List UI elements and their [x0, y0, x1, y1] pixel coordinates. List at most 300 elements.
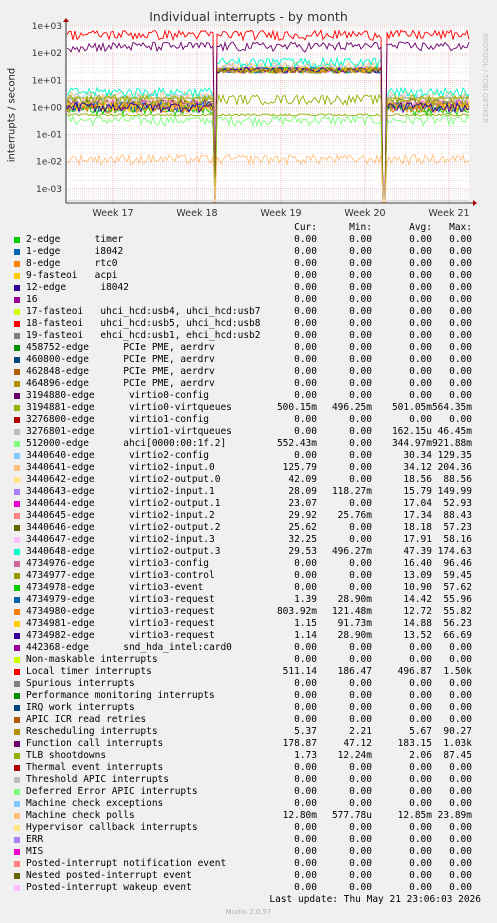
legend-swatch	[14, 777, 20, 783]
legend-avg-value: 17.91	[403, 534, 432, 545]
legend-swatch	[14, 825, 20, 831]
legend-series-name: ERR	[26, 834, 44, 845]
legend-swatch	[14, 345, 20, 351]
legend-avg-value: 0.00	[409, 234, 432, 245]
legend-max-value: 23.89m	[437, 810, 472, 821]
legend-row	[0, 762, 497, 774]
legend-avg-value: 0.00	[409, 798, 432, 809]
legend-series-name: 1-edge i8042	[26, 246, 124, 257]
legend-min-value: 0.00	[349, 774, 372, 785]
legend-series-name: 18-fasteoi uhci_hcd:usb5, uhci_hcd:usb8	[26, 318, 261, 329]
legend-swatch	[14, 393, 20, 399]
legend-series-name: Deferred Error APIC interrupts	[26, 786, 198, 797]
legend-max-value: 0.00	[449, 642, 472, 653]
legend-series-name: 442368-edge snd_hda_intel:card0	[26, 642, 232, 653]
legend-min-value: 0.00	[349, 246, 372, 257]
legend-avg-value: 0.00	[409, 306, 432, 317]
legend-series-name: IRQ work interrupts	[26, 702, 135, 713]
legend-avg-value: 0.00	[409, 690, 432, 701]
legend-cur-value: 25.62	[288, 522, 317, 533]
legend-max-value: 87.45	[443, 750, 472, 761]
legend-avg-value: 344.97m	[391, 438, 432, 449]
legend-avg-value: 0.00	[409, 678, 432, 689]
legend-avg-value: 30.34	[403, 450, 432, 461]
legend-series-name: Thermal event interrupts	[26, 762, 164, 773]
legend-avg-value: 5.67	[409, 726, 432, 737]
legend-avg-value: 0.00	[409, 294, 432, 305]
legend-max-value: 57.62	[443, 582, 472, 593]
legend-swatch	[14, 417, 20, 423]
legend-avg-value: 0.00	[409, 762, 432, 773]
legend-cur-value: 29.92	[288, 510, 317, 521]
legend-cur-value: 0.00	[294, 246, 317, 257]
legend-swatch	[14, 429, 20, 435]
legend-series-name: 460800-edge PCIe PME, aerdrv	[26, 354, 215, 365]
legend-cur-value: 0.00	[294, 834, 317, 845]
legend-max-value: 56.23	[443, 618, 472, 629]
legend-max-value: 0.00	[449, 378, 472, 389]
legend-series-name: 3440645-edge virtio2-input.2	[26, 510, 215, 521]
legend-min-value: 0.00	[349, 390, 372, 401]
legend-min-value: 0.00	[349, 258, 372, 269]
legend-cur-value: 32.25	[288, 534, 317, 545]
legend	[0, 234, 497, 894]
legend-cur-value: 0.00	[294, 870, 317, 881]
legend-cur-value: 0.00	[294, 354, 317, 365]
y-axis-arrow	[63, 18, 69, 22]
legend-min-value: 0.00	[349, 294, 372, 305]
legend-row	[0, 810, 497, 822]
legend-avg-value: 34.12	[403, 462, 432, 473]
legend-swatch	[14, 705, 20, 711]
legend-avg-value: 0.00	[409, 342, 432, 353]
legend-avg-value: 0.00	[409, 774, 432, 785]
legend-min-value: 0.00	[349, 438, 372, 449]
legend-min-value: 0.00	[349, 498, 372, 509]
legend-max-value: 46.45m	[437, 426, 472, 437]
legend-series-name: Machine check polls	[26, 810, 135, 821]
legend-min-value: 0.00	[349, 870, 372, 881]
legend-min-value: 0.00	[349, 414, 372, 425]
legend-row	[0, 246, 497, 258]
legend-swatch	[14, 333, 20, 339]
legend-cur-value: 1.73	[294, 750, 317, 761]
legend-series-name: Posted-interrupt wakeup event	[26, 882, 192, 893]
legend-max-value: 59.45	[443, 570, 472, 581]
legend-min-value: 0.00	[349, 822, 372, 833]
legend-avg-value: 0.00	[409, 834, 432, 845]
legend-cur-value: 552.43m	[276, 438, 317, 449]
legend-cur-value: 0.00	[294, 774, 317, 785]
legend-avg-value: 0.00	[409, 318, 432, 329]
legend-min-value: 91.73m	[337, 618, 372, 629]
y-tick-label: 1e+03	[31, 22, 62, 32]
legend-min-value: 0.00	[349, 654, 372, 665]
legend-avg-value: 0.00	[409, 282, 432, 293]
legend-cur-value: 42.09	[288, 474, 317, 485]
legend-swatch	[14, 609, 20, 615]
legend-swatch	[14, 489, 20, 495]
legend-min-value: 0.00	[349, 834, 372, 845]
legend-swatch	[14, 849, 20, 855]
legend-avg-value: 0.00	[409, 378, 432, 389]
legend-min-value: 0.00	[349, 234, 372, 245]
legend-max-value: 204.36	[437, 462, 472, 473]
legend-swatch	[14, 453, 20, 459]
legend-row	[0, 354, 497, 366]
legend-row	[0, 846, 497, 858]
legend-avg-value: 0.00	[409, 846, 432, 857]
x-axis-arrow	[473, 200, 477, 206]
legend-max-value: 0.00	[449, 654, 472, 665]
legend-min-value: 0.00	[349, 522, 372, 533]
legend-max-value: 0.00	[449, 294, 472, 305]
legend-cur-value: 1.14	[294, 630, 317, 641]
legend-row	[0, 450, 497, 462]
legend-row	[0, 594, 497, 606]
legend-series-name: Non-maskable interrupts	[26, 654, 158, 665]
legend-row	[0, 774, 497, 786]
legend-row	[0, 882, 497, 894]
legend-swatch	[14, 465, 20, 471]
legend-min-value: 0.00	[349, 558, 372, 569]
legend-max-value: 0.00	[449, 690, 472, 701]
legend-row	[0, 438, 497, 450]
legend-avg-value: 0.00	[409, 258, 432, 269]
legend-min-value: 2.21	[349, 726, 372, 737]
legend-avg-value: 18.56	[403, 474, 432, 485]
legend-row	[0, 690, 497, 702]
legend-avg-value: 0.00	[409, 654, 432, 665]
col-avg: Avg:	[409, 222, 432, 233]
legend-row	[0, 558, 497, 570]
legend-row	[0, 834, 497, 846]
legend-swatch	[14, 261, 20, 267]
legend-cur-value: 0.00	[294, 258, 317, 269]
legend-min-value: 0.00	[349, 270, 372, 281]
legend-avg-value: 0.00	[409, 822, 432, 833]
legend-row	[0, 366, 497, 378]
legend-max-value: 0.00	[449, 858, 472, 869]
legend-series-name: 462848-edge PCIe PME, aerdrv	[26, 366, 215, 377]
legend-max-value: 0.00	[449, 330, 472, 341]
legend-min-value: 0.00	[349, 714, 372, 725]
legend-max-value: 1.50k	[443, 666, 472, 677]
legend-cur-value: 0.00	[294, 270, 317, 281]
legend-swatch	[14, 321, 20, 327]
legend-swatch	[14, 513, 20, 519]
legend-row	[0, 654, 497, 666]
legend-series-name: 17-fasteoi uhci_hcd:usb4, uhci_hcd:usb7	[26, 306, 261, 317]
legend-min-value: 0.00	[349, 342, 372, 353]
legend-swatch	[14, 717, 20, 723]
legend-swatch	[14, 741, 20, 747]
legend-series-name: 4734976-edge virtio3-config	[26, 558, 210, 569]
legend-max-value: 96.46	[443, 558, 472, 569]
legend-row	[0, 294, 497, 306]
legend-series-name: 8-edge rtc0	[26, 258, 118, 269]
legend-cur-value: 0.00	[294, 642, 317, 653]
legend-row	[0, 234, 497, 246]
legend-swatch	[14, 573, 20, 579]
legend-swatch	[14, 441, 20, 447]
legend-max-value: 174.63	[437, 546, 472, 557]
legend-cur-value: 0.00	[294, 846, 317, 857]
legend-row	[0, 546, 497, 558]
legend-row	[0, 378, 497, 390]
legend-swatch	[14, 537, 20, 543]
legend-series-name: 464896-edge PCIe PME, aerdrv	[26, 378, 215, 389]
legend-avg-value: 0.00	[409, 366, 432, 377]
legend-series-name: 3440641-edge virtio2-input.0	[26, 462, 215, 473]
legend-min-value: 496.25m	[331, 402, 372, 413]
legend-row	[0, 486, 497, 498]
legend-min-value: 0.00	[349, 426, 372, 437]
legend-cur-value: 0.00	[294, 570, 317, 581]
legend-avg-value: 18.18	[403, 522, 432, 533]
legend-row	[0, 702, 497, 714]
legend-avg-value: 162.15u	[391, 426, 432, 437]
legend-cur-value: 0.00	[294, 582, 317, 593]
legend-series-name: 3276800-edge virtio1-config	[26, 414, 210, 425]
legend-avg-value: 0.00	[409, 714, 432, 725]
legend-series-name: Nested posted-interrupt event	[26, 870, 192, 881]
legend-swatch	[14, 549, 20, 555]
legend-series-name: 4734977-edge virtio3-control	[26, 570, 215, 581]
legend-avg-value: 0.00	[409, 858, 432, 869]
legend-max-value: 0.00	[449, 798, 472, 809]
x-tick-label: Week 20	[344, 208, 386, 219]
legend-row	[0, 666, 497, 678]
legend-max-value: 0.00	[449, 354, 472, 365]
legend-cur-value: 500.15m	[276, 402, 317, 413]
legend-swatch	[14, 681, 20, 687]
x-tick-label: Week 21	[428, 208, 470, 219]
legend-row	[0, 738, 497, 750]
legend-row	[0, 426, 497, 438]
legend-min-value: 0.00	[349, 282, 372, 293]
legend-row	[0, 510, 497, 522]
legend-min-value: 0.00	[349, 846, 372, 857]
legend-row	[0, 630, 497, 642]
chart-title: Individual interrupts - by month	[149, 9, 348, 24]
legend-avg-value: 0.00	[409, 330, 432, 341]
legend-row	[0, 522, 497, 534]
legend-swatch	[14, 357, 20, 363]
legend-max-value: 58.16	[443, 534, 472, 545]
legend-row	[0, 390, 497, 402]
legend-max-value: 0.00	[449, 702, 472, 713]
legend-avg-value: 13.09	[403, 570, 432, 581]
legend-row	[0, 306, 497, 318]
legend-cur-value: 1.39	[294, 594, 317, 605]
legend-cur-value: 0.00	[294, 306, 317, 317]
legend-max-value: 0.00	[449, 870, 472, 881]
legend-series-name: 4734978-edge virtio3-event	[26, 582, 204, 593]
legend-row	[0, 678, 497, 690]
legend-cur-value: 0.00	[294, 294, 317, 305]
legend-max-value: 1.03k	[443, 738, 472, 749]
legend-avg-value: 501.05m	[391, 402, 432, 413]
legend-max-value: 55.96	[443, 594, 472, 605]
legend-swatch	[14, 273, 20, 279]
legend-row	[0, 714, 497, 726]
legend-series-name: 3440647-edge virtio2-input.3	[26, 534, 215, 545]
legend-max-value: 88.56	[443, 474, 472, 485]
legend-swatch	[14, 837, 20, 843]
legend-max-value: 129.35	[437, 450, 472, 461]
legend-swatch	[14, 873, 20, 879]
legend-min-value: 0.00	[349, 570, 372, 581]
legend-min-value: 0.00	[349, 354, 372, 365]
legend-swatch	[14, 657, 20, 663]
chart-plot	[0, 0, 497, 222]
legend-cur-value: 0.00	[294, 450, 317, 461]
legend-min-value: 0.00	[349, 474, 372, 485]
legend-series-name: 9-fasteoi acpi	[26, 270, 118, 281]
legend-max-value: 0.00	[449, 306, 472, 317]
legend-cur-value: 0.00	[294, 366, 317, 377]
legend-min-value: 0.00	[349, 378, 372, 389]
legend-series-name: 3440644-edge virtio2-output.1	[26, 498, 221, 509]
legend-series-name: 4734979-edge virtio3-request	[26, 594, 215, 605]
legend-row	[0, 414, 497, 426]
legend-min-value: 25.76m	[337, 510, 372, 521]
footer-version: Munin 2.0.57	[225, 908, 272, 916]
y-tick-label: 1e+00	[31, 103, 62, 114]
legend-cur-value: 0.00	[294, 330, 317, 341]
legend-swatch	[14, 369, 20, 375]
legend-series-name: 3440648-edge virtio2-output.3	[26, 546, 221, 557]
legend-swatch	[14, 861, 20, 867]
legend-max-value: 921.88m	[431, 438, 472, 449]
last-update: Last update: Thu May 21 23:06:03 2026	[269, 894, 481, 905]
legend-row	[0, 822, 497, 834]
legend-max-value: 0.00	[449, 318, 472, 329]
col-max: Max:	[449, 222, 472, 233]
legend-row	[0, 798, 497, 810]
legend-min-value: 0.00	[349, 306, 372, 317]
legend-min-value: 0.00	[349, 786, 372, 797]
legend-cur-value: 0.00	[294, 558, 317, 569]
legend-max-value: 66.69	[443, 630, 472, 641]
legend-row	[0, 342, 497, 354]
legend-cur-value: 0.00	[294, 678, 317, 689]
legend-max-value: 0.00	[449, 258, 472, 269]
legend-min-value: 0.00	[349, 318, 372, 329]
legend-max-value: 0.00	[449, 270, 472, 281]
legend-avg-value: 12.72	[403, 606, 432, 617]
legend-swatch	[14, 633, 20, 639]
legend-series-name: 512000-edge ahci[0000:00:1f.2]	[26, 438, 227, 449]
legend-cur-value: 0.00	[294, 798, 317, 809]
legend-swatch	[14, 693, 20, 699]
legend-max-value: 0.00	[449, 246, 472, 257]
legend-row	[0, 474, 497, 486]
legend-min-value: 0.00	[349, 462, 372, 473]
legend-swatch	[14, 621, 20, 627]
legend-series-name: 3194881-edge virtio0-virtqueues	[26, 402, 232, 413]
legend-swatch	[14, 309, 20, 315]
legend-cur-value: 0.00	[294, 882, 317, 893]
legend-cur-value: 0.00	[294, 762, 317, 773]
legend-avg-value: 15.79	[403, 486, 432, 497]
legend-row	[0, 270, 497, 282]
legend-min-value: 0.00	[349, 882, 372, 893]
legend-cur-value: 0.00	[294, 342, 317, 353]
col-cur: Cur:	[294, 222, 317, 233]
legend-avg-value: 0.00	[409, 882, 432, 893]
legend-avg-value: 0.00	[409, 354, 432, 365]
legend-max-value: 0.00	[449, 774, 472, 785]
legend-max-value: 0.00	[449, 714, 472, 725]
legend-row	[0, 642, 497, 654]
legend-max-value: 149.99	[437, 486, 472, 497]
legend-swatch	[14, 405, 20, 411]
legend-min-value: 121.48m	[331, 606, 372, 617]
legend-min-value: 47.12	[343, 738, 372, 749]
legend-cur-value: 125.79	[282, 462, 317, 473]
legend-min-value: 0.00	[349, 762, 372, 773]
legend-max-value: 0.00	[449, 762, 472, 773]
legend-swatch	[14, 813, 20, 819]
legend-cur-value: 0.00	[294, 690, 317, 701]
legend-max-value: 52.93	[443, 498, 472, 509]
legend-series-name: Local timer interrupts	[26, 666, 152, 677]
legend-avg-value: 0.00	[409, 246, 432, 257]
legend-min-value: 0.00	[349, 798, 372, 809]
legend-min-value: 496.27m	[331, 546, 372, 557]
legend-cur-value: 0.00	[294, 786, 317, 797]
legend-avg-value: 14.88	[403, 618, 432, 629]
legend-row	[0, 726, 497, 738]
legend-swatch	[14, 249, 20, 255]
legend-swatch	[14, 477, 20, 483]
legend-cur-value: 0.00	[294, 414, 317, 425]
legend-max-value: 0.00	[449, 282, 472, 293]
legend-cur-value: 29.53	[288, 546, 317, 557]
legend-swatch	[14, 669, 20, 675]
legend-min-value: 0.00	[349, 678, 372, 689]
legend-min-value: 0.00	[349, 702, 372, 713]
legend-cur-value: 0.00	[294, 858, 317, 869]
legend-series-name: 3276801-edge virtio1-virtqueues	[26, 426, 232, 437]
legend-avg-value: 12.85m	[397, 810, 432, 821]
legend-series-name: Machine check exceptions	[26, 798, 164, 809]
legend-header	[0, 222, 497, 234]
legend-avg-value: 13.52	[403, 630, 432, 641]
legend-avg-value: 0.00	[409, 702, 432, 713]
legend-swatch	[14, 597, 20, 603]
legend-max-value: 0.00	[449, 342, 472, 353]
y-tick-label: 1e-01	[36, 130, 62, 141]
legend-row	[0, 606, 497, 618]
legend-swatch	[14, 801, 20, 807]
legend-min-value: 0.00	[349, 366, 372, 377]
legend-series-name: Hypervisor callback interrupts	[26, 822, 198, 833]
legend-row	[0, 858, 497, 870]
legend-series-name: 2-edge timer	[26, 234, 124, 245]
legend-min-value: 28.90m	[337, 594, 372, 605]
legend-max-value: 0.00	[449, 678, 472, 689]
legend-series-name: 3440646-edge virtio2-output.2	[26, 522, 221, 533]
legend-min-value: 0.00	[349, 582, 372, 593]
legend-swatch	[14, 285, 20, 291]
y-axis-label: interrupts / second	[6, 67, 18, 163]
legend-avg-value: 0.00	[409, 642, 432, 653]
legend-swatch	[14, 789, 20, 795]
legend-cur-value: 23.07	[288, 498, 317, 509]
